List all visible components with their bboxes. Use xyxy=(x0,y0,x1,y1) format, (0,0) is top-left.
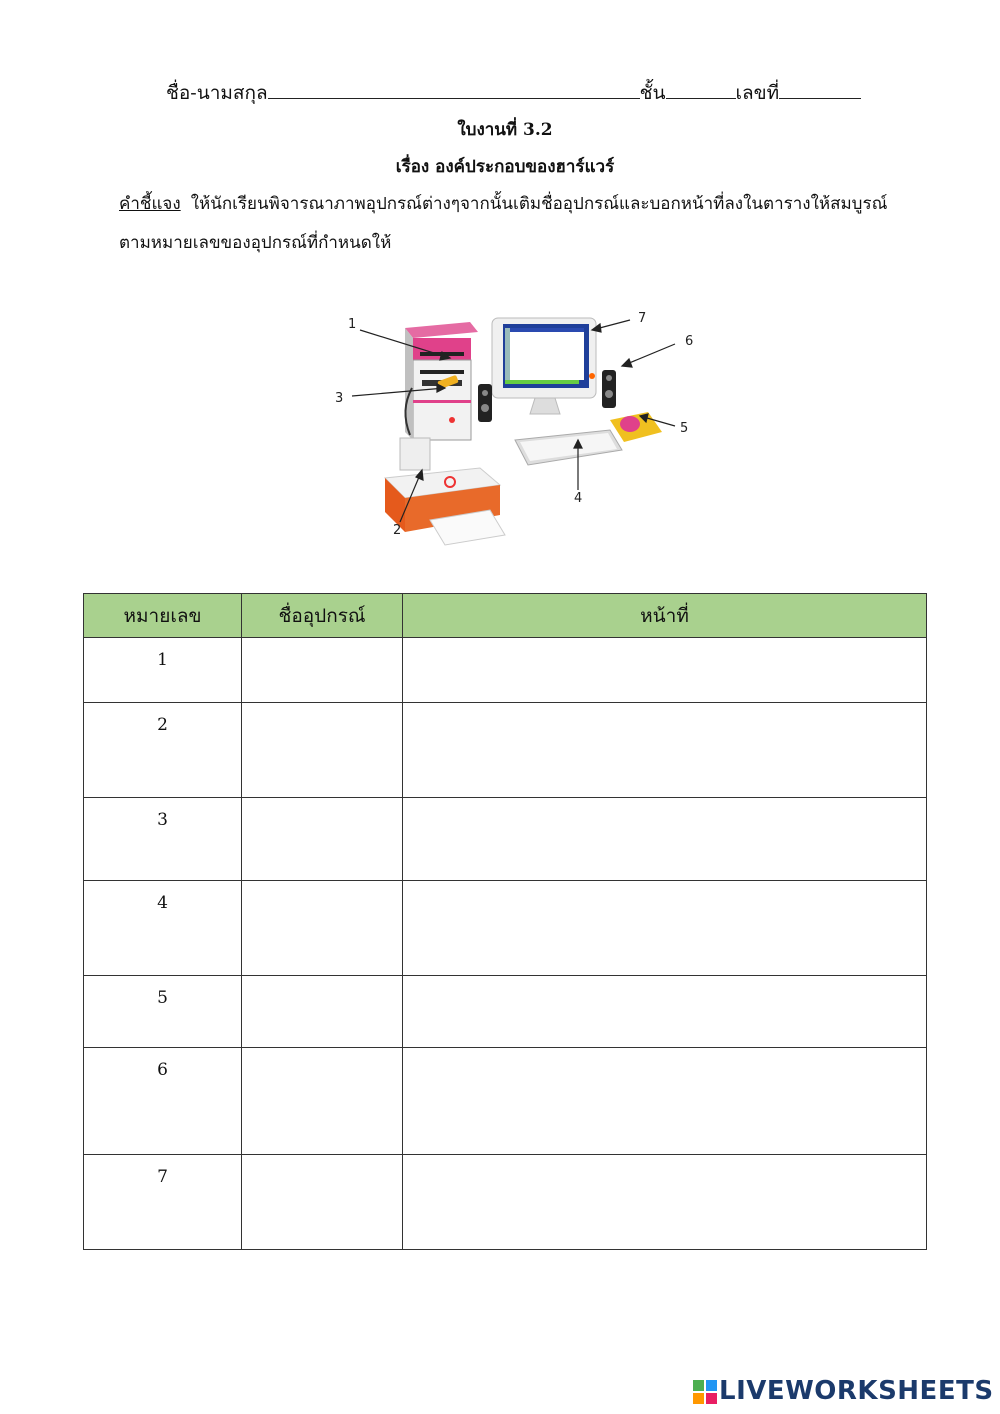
number-label: เลขที่ xyxy=(735,82,780,104)
device-name-cell[interactable] xyxy=(242,976,403,1048)
instructions-line-2: ตามหมายเลขของอุปกรณ์ที่กำหนดให้ xyxy=(119,233,392,253)
callout-7: 7 xyxy=(638,311,647,326)
header-function: หน้าที่ xyxy=(403,594,927,638)
table-row xyxy=(84,1048,927,1155)
function-cell[interactable] xyxy=(403,1155,927,1250)
function-cell[interactable] xyxy=(403,703,927,798)
instructions-text-1: ให้นักเรียนพิจารณาภาพอุปกรณ์ต่างๆจากนั้นเติมชื่ออุปกรณ์และบอกหน้าที่ลงในตารางให้สมบูรณ์ xyxy=(190,194,888,214)
function-cell[interactable] xyxy=(403,638,927,703)
device-name-cell[interactable] xyxy=(242,638,403,703)
table-row xyxy=(84,798,927,881)
table-header-row xyxy=(84,594,927,638)
callout-5: 5 xyxy=(680,421,689,436)
function-cell[interactable] xyxy=(403,976,927,1048)
row-number: 5 xyxy=(84,976,242,1048)
class-label: ชั้น xyxy=(639,82,666,104)
device-name-cell[interactable] xyxy=(242,703,403,798)
table-row xyxy=(84,1155,927,1250)
row-number: 7 xyxy=(84,1155,242,1250)
keyboard-illustration xyxy=(515,430,622,465)
monitor-illustration xyxy=(492,318,596,414)
student-info-line xyxy=(166,78,861,108)
logo-blocks-icon xyxy=(693,1380,717,1404)
device-name-cell[interactable] xyxy=(242,1155,403,1250)
worksheet-subtitle: เรื่อง องค์ประกอบของฮาร์แวร์ xyxy=(395,157,615,177)
table-row xyxy=(84,703,927,798)
instructions-line-1 xyxy=(119,190,887,217)
name-blank[interactable] xyxy=(268,80,640,99)
device-name-cell[interactable] xyxy=(242,798,403,881)
function-cell[interactable] xyxy=(403,798,927,881)
printer-illustration xyxy=(385,438,505,545)
table-row xyxy=(84,638,927,703)
worksheet-title: ใบงานที่ 3.2 xyxy=(457,120,553,140)
callout-2: 2 xyxy=(393,523,402,538)
name-label: ชื่อ-นามสกุล xyxy=(166,82,268,104)
callout-1: 1 xyxy=(348,317,357,332)
row-number: 4 xyxy=(84,881,242,976)
answer-table xyxy=(83,593,927,1250)
callout-4: 4 xyxy=(574,491,583,506)
callout-6: 6 xyxy=(685,334,694,349)
header-number: หมายเลข xyxy=(84,594,242,638)
liveworksheets-logo xyxy=(693,1376,994,1406)
callout-3: 3 xyxy=(335,391,344,406)
system-unit-illustration xyxy=(405,322,478,440)
device-name-cell[interactable] xyxy=(242,1048,403,1155)
header-device-name: ชื่ออุปกรณ์ xyxy=(242,594,403,638)
row-number: 3 xyxy=(84,798,242,881)
table-row xyxy=(84,881,927,976)
class-blank[interactable] xyxy=(666,80,736,99)
row-number: 6 xyxy=(84,1048,242,1155)
table-row xyxy=(84,976,927,1048)
mouse-illustration xyxy=(610,412,662,442)
device-name-cell[interactable] xyxy=(242,881,403,976)
function-cell[interactable] xyxy=(403,881,927,976)
instructions-label: คำชี้แจง xyxy=(119,194,181,214)
row-number: 1 xyxy=(84,638,242,703)
logo-text: LIVEWORKSHEETS xyxy=(719,1376,994,1406)
computer-hardware-illustration xyxy=(330,300,700,550)
number-blank[interactable] xyxy=(779,80,861,99)
function-cell[interactable] xyxy=(403,1048,927,1155)
row-number: 2 xyxy=(84,703,242,798)
